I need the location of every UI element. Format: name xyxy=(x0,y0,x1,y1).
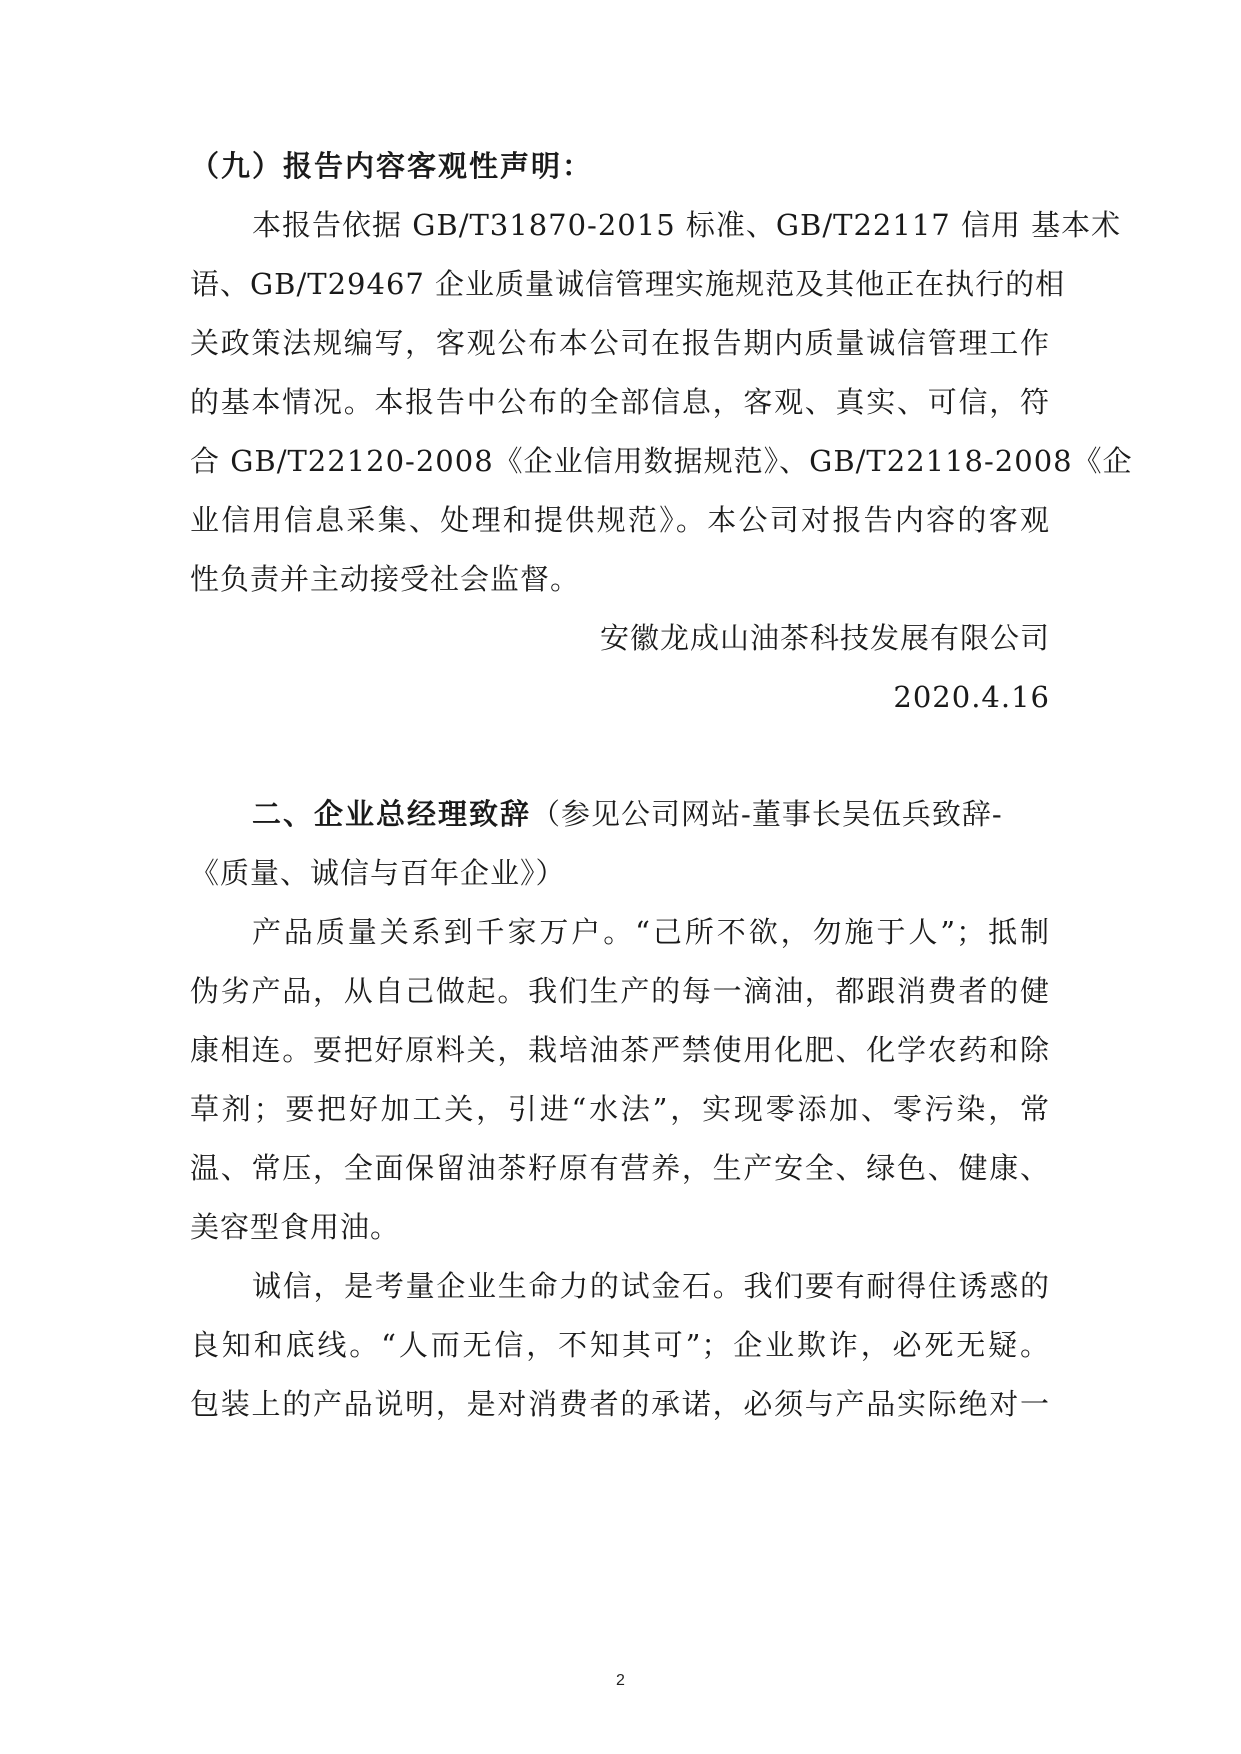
section-heading-gm-speech xyxy=(252,794,1050,834)
paragraph-line: 业信用信息采集、处理和提供规范》。本公司对报告内容的客观 xyxy=(190,503,1050,537)
paragraph-line: 诚信，是考量企业生命力的试金石。我们要有耐得住诱惑的 xyxy=(252,1269,1050,1303)
paragraph-line: 伪劣产品，从自己做起。我们生产的每一滴油，都跟消费者的健 xyxy=(190,974,1050,1008)
paragraph-line: 温、常压，全面保留油茶籽原有营养，生产安全、绿色、健康、 xyxy=(190,1151,1050,1185)
company-signature: 安徽龙成山油茶科技发展有限公司 xyxy=(599,621,1050,655)
section-heading-title: 二、企业总经理致辞 xyxy=(252,797,532,831)
paragraph-line: 语、GB/T29467 企业质量诚信管理实施规范及其他正在执行的相 xyxy=(190,267,1066,301)
section-heading-note-continued: 《质量、诚信与百年企业》） xyxy=(190,856,566,890)
paragraph-line: 性负责并主动接受社会监督。 xyxy=(190,562,581,596)
paragraph-line: 的基本情况。本报告中公布的全部信息，客观、真实、可信，符 xyxy=(190,385,1050,419)
section-heading-note: （参见公司网站-董事长吴伍兵致辞- xyxy=(531,797,1003,831)
paragraph-line: 包装上的产品说明，是对消费者的承诺，必须与产品实际绝对一 xyxy=(190,1387,1050,1421)
paragraph-line: 康相连。要把好原料关，栽培油茶严禁使用化肥、化学农药和除 xyxy=(190,1033,1050,1067)
paragraph-line: 美容型食用油。 xyxy=(190,1210,401,1244)
paragraph-line: 合 GB/T22120-2008《企业信用数据规范》、GB/T22118-2008《企 xyxy=(190,444,1133,478)
paragraph-line: 产品质量关系到千家万户。“己所不欲，勿施于人”；抵制 xyxy=(252,915,1050,949)
paragraph-line: 良知和底线。“人而无信，不知其可”；企业欺诈，必死无疑。 xyxy=(190,1328,1050,1362)
paragraph-line: 草剂；要把好加工关，引进“水法”，实现零添加、零污染，常 xyxy=(190,1092,1050,1126)
paragraph-line: 本报告依据 GB/T31870-2015 标准、GB/T22117 信用 基本术 xyxy=(252,208,1122,242)
signature-date: 2020.4.16 xyxy=(893,680,1050,714)
section-heading-objectivity: （九）报告内容客观性声明： xyxy=(190,149,594,183)
paragraph-line: 关政策法规编写，客观公布本公司在报告期内质量诚信管理工作 xyxy=(190,326,1050,360)
page-number: 2 xyxy=(616,1672,625,1689)
